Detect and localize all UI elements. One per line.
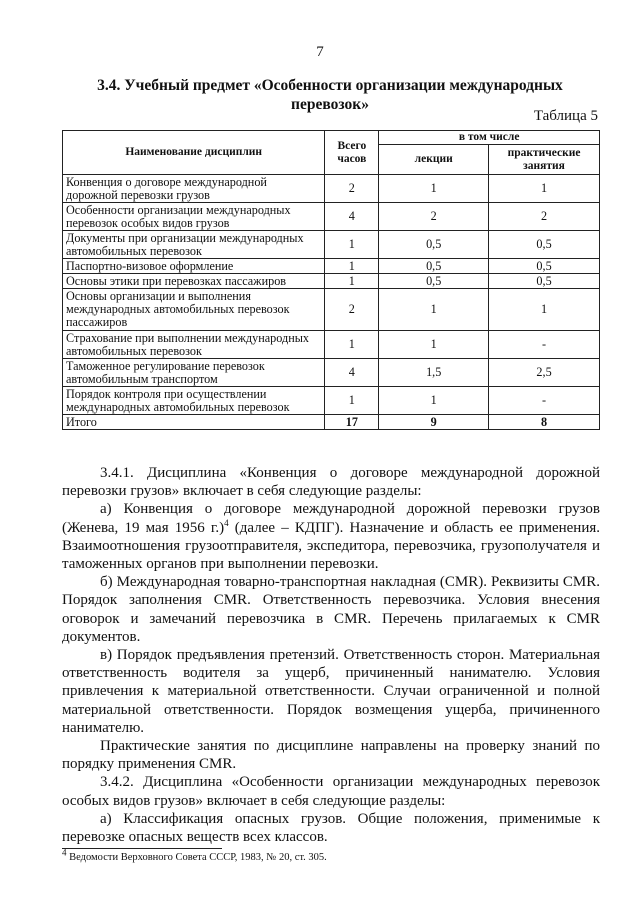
cell-total: 4 (325, 359, 379, 387)
table-label: Таблица 5 (533, 108, 598, 124)
cell-name: Паспортно-визовое оформление (63, 259, 325, 274)
cell-total: 4 (325, 203, 379, 231)
cell-practice: 0,5 (489, 259, 600, 274)
disciplines-table (62, 130, 600, 430)
footnote-text: Ведомости Верховного Совета СССР, 1983, № 20, ст. 305. (66, 852, 327, 863)
paragraph: а) Классификация опасных грузов. Общие положения, применимые к перевозке опасных веществ всех классов. (62, 810, 600, 846)
cell-lectures: 1,5 (379, 359, 489, 387)
footnote (62, 847, 327, 863)
page-number: 7 (316, 44, 324, 60)
table-row (63, 331, 600, 359)
total-total: 17 (325, 415, 379, 430)
total-name: Итого (63, 415, 325, 430)
total-lectures: 9 (379, 415, 489, 430)
paragraph-text: (далее – КДПГ). Назначение и область ее применения. Взаимоотношения грузоотправителя, экспедитора, перевозчика, грузополучателя и таможенных органов при выполнении перевозки. (62, 519, 600, 573)
cell-name: Порядок контроля при осуществлении международных автомобильных перевозок (63, 387, 325, 415)
table-row (63, 231, 600, 259)
total-practice: 8 (489, 415, 600, 430)
table-row (63, 175, 600, 203)
cell-lectures: 2 (379, 203, 489, 231)
header-name: Наименование дисциплин (63, 131, 325, 175)
paragraph: Практические занятия по дисциплине направлены на проверку знаний по порядку применения CMR. (62, 738, 600, 773)
cell-name: Основы организации и выполнения международных автомобильных перевозок пассажиров (63, 289, 325, 331)
total-row (63, 415, 600, 430)
cell-practice: 2 (489, 203, 600, 231)
cell-practice: 1 (489, 289, 600, 331)
cell-total: 2 (325, 175, 379, 203)
footnote-mark: 4 (62, 847, 67, 858)
cell-lectures: 0,5 (379, 259, 489, 274)
cell-practice: 0,5 (489, 231, 600, 259)
table-row (63, 259, 600, 274)
cell-name: Конвенция о договоре международной дорожной перевозки грузов (63, 175, 325, 203)
cell-practice: 2,5 (489, 359, 600, 387)
body-text (62, 464, 600, 846)
cell-practice: 0,5 (489, 274, 600, 289)
table-row (63, 289, 600, 331)
header-total: Всего часов (325, 131, 379, 175)
cell-name: Страхование при выполнении международных автомобильных перевозок (63, 331, 325, 359)
cell-lectures: 0,5 (379, 274, 489, 289)
footnote-divider (62, 848, 222, 849)
cell-practice: - (489, 387, 600, 415)
table-row (63, 359, 600, 387)
cell-practice: - (489, 331, 600, 359)
cell-lectures: 1 (379, 331, 489, 359)
cell-total: 1 (325, 331, 379, 359)
section-title: 3.4. Учебный предмет «Особенности организации международных перевозок» (97, 77, 563, 113)
table-row (63, 203, 600, 231)
cell-total: 2 (325, 289, 379, 331)
cell-lectures: 1 (379, 175, 489, 203)
table-row (63, 387, 600, 415)
cell-practice: 1 (489, 175, 600, 203)
paragraph: в) Порядок предъявления претензий. Ответственность сторон. Материальная ответственность водителя за ущерб, причиненный нанимателю. Условия привлечения к материальной ответственности. Случаи ограниченной и полной материальной ответственности. Порядок возмещения ущерба, причиненного нанимателю. (62, 647, 600, 736)
paragraph (62, 500, 600, 573)
header-lectures: лекции (379, 145, 489, 175)
cell-name: Особенности организации международных перевозок особых видов грузов (63, 203, 325, 231)
cell-name: Таможенное регулирование перевозок автомобильным транспортом (63, 359, 325, 387)
cell-name: Основы этики при перевозках пассажиров (63, 274, 325, 289)
table-row (63, 274, 600, 289)
cell-lectures: 1 (379, 387, 489, 415)
header-practice: практические занятия (489, 145, 600, 175)
cell-lectures: 0,5 (379, 231, 489, 259)
cell-total: 1 (325, 231, 379, 259)
paragraph: 3.4.1. Дисциплина «Конвенция о договоре международной дорожной перевозки грузов» включает в себя следующие разделы: (62, 465, 600, 500)
paragraph-text: а) Конвенция о договоре международной дорожной перевозки грузов (Женева, 19 мая 1956 г.) (62, 501, 600, 536)
footnote-ref: 4 (224, 517, 229, 528)
cell-total: 1 (325, 259, 379, 274)
paragraph: б) Международная товарно-транспортная накладная (CMR). Реквизиты CMR. Порядок заполнения CMR. Ответственность перевозчика. Условия внесения оговорок и замечаний перевозчика в CMR. Перечень прилагаемых к CMR документов. (62, 574, 600, 645)
header-group: в том числе (379, 131, 600, 145)
paragraph: 3.4.2. Дисциплина «Особенности организации международных перевозок особых видов грузов» включает в себя следующие разделы: (62, 774, 600, 809)
cell-lectures: 1 (379, 289, 489, 331)
cell-total: 1 (325, 274, 379, 289)
cell-total: 1 (325, 387, 379, 415)
cell-name: Документы при организации международных автомобильных перевозок (63, 231, 325, 259)
